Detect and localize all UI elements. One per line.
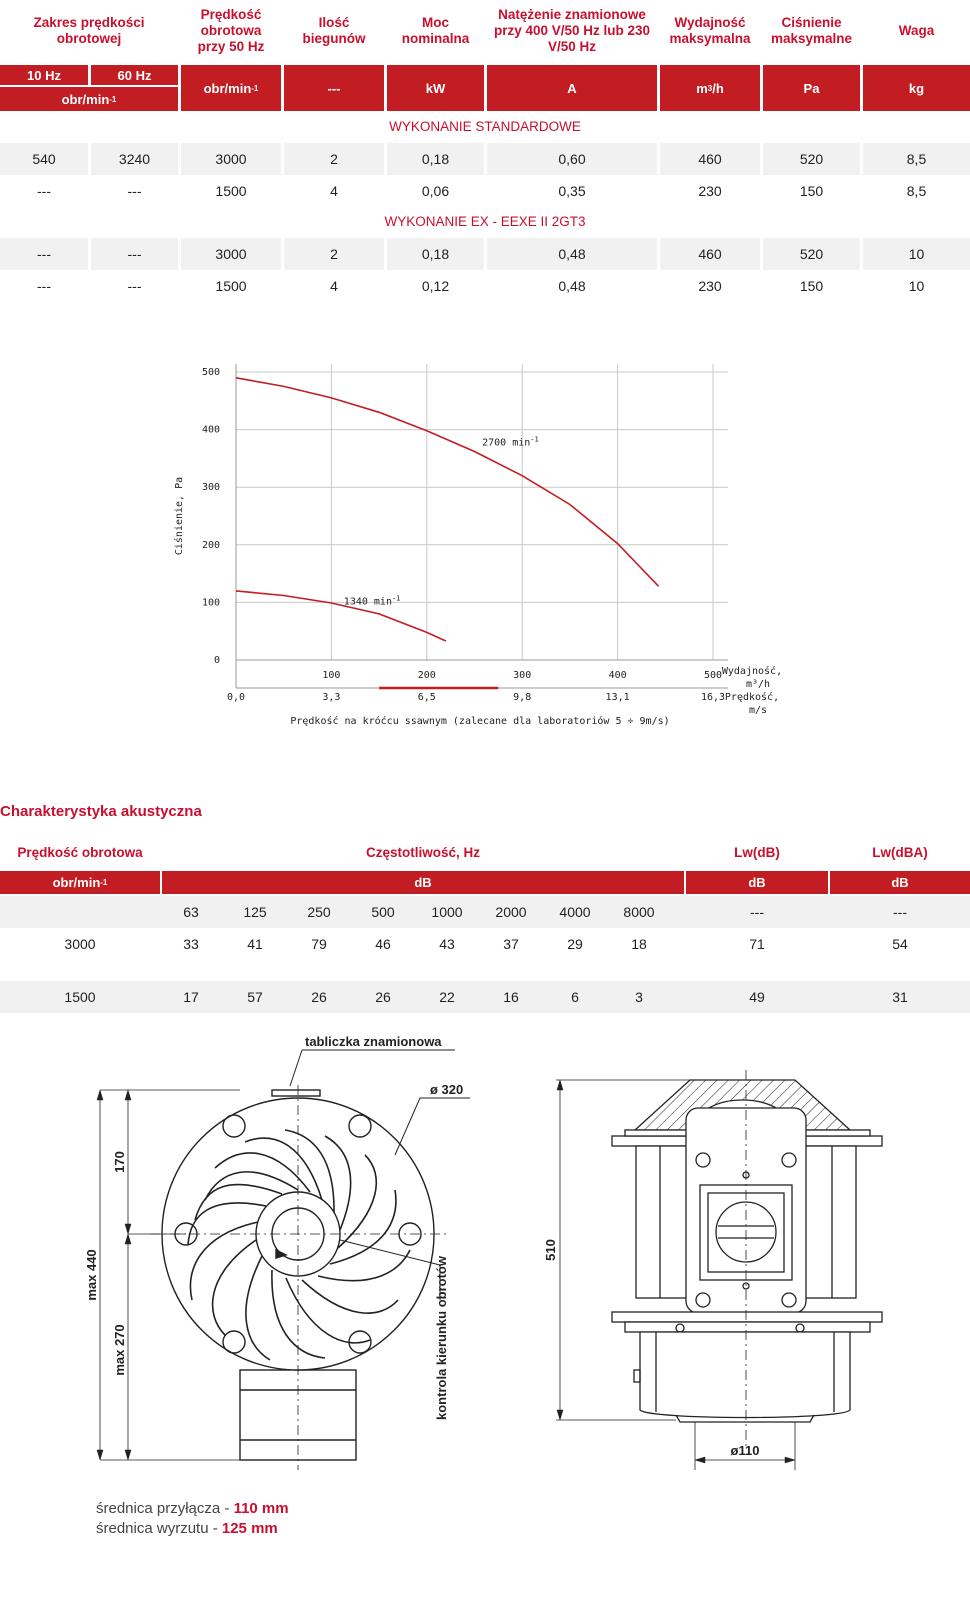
unit-speed: obr/min -1 xyxy=(181,65,281,111)
technical-drawing xyxy=(0,1034,970,1520)
table-cell: 31 xyxy=(892,989,908,1005)
table-cell: 18 xyxy=(631,936,647,952)
table-cell: 2 xyxy=(330,151,338,167)
header-power: Moc nominalna xyxy=(401,15,470,46)
table-cell: --- xyxy=(37,278,51,294)
table-cell: 2000 xyxy=(495,904,527,920)
unit-current: A xyxy=(487,65,657,111)
header-speed-50hz: Prędkość obrotowa przy 50 Hz xyxy=(197,7,265,54)
label-diameter: ø 320 xyxy=(430,1082,464,1097)
acoustic-header-speed: Prędkość obrotowa xyxy=(17,845,143,860)
row-separator xyxy=(384,143,387,175)
table-cell: --- xyxy=(127,278,142,294)
table-cell: 0,60 xyxy=(558,151,586,167)
table-cell: 500 xyxy=(371,904,395,920)
row-separator xyxy=(657,143,660,175)
table-cell: 33 xyxy=(183,936,199,952)
table-cell: 10 xyxy=(908,278,925,294)
table-cell: 4 xyxy=(330,278,338,294)
row-separator xyxy=(88,238,91,270)
series-label: 2700 $\min^{-1}$ xyxy=(482,435,539,449)
table-cell: 1500 xyxy=(215,278,247,294)
table-cell: 8000 xyxy=(623,904,655,920)
table-cell: 0,18 xyxy=(421,246,450,262)
table-cell: 10 xyxy=(908,246,925,262)
table-cell: 8,5 xyxy=(906,151,927,167)
row-separator xyxy=(860,143,863,175)
table-cell: 3240 xyxy=(118,151,151,167)
chart-series xyxy=(236,378,659,641)
table-cell: 0,35 xyxy=(558,183,586,199)
x-tick-label-speed: 0,0 xyxy=(226,692,246,703)
y-tick-label: 100 xyxy=(201,597,220,609)
x-tick-label-speed: 16,3 xyxy=(700,692,726,703)
chart-grid xyxy=(236,364,728,688)
label-170: 170 xyxy=(112,1151,127,1173)
row-separator xyxy=(178,238,181,270)
acoustic-unit-lwdb: dB xyxy=(686,871,828,894)
row-separator xyxy=(281,143,284,175)
x-axis-label-flow-unit: m³/h xyxy=(745,679,771,690)
y-tick-label: 400 xyxy=(201,424,220,436)
x-tick-label: 100 xyxy=(322,670,341,681)
table-cell: 37 xyxy=(503,936,519,952)
table-cell: 71 xyxy=(749,936,765,952)
label-510: 510 xyxy=(543,1239,558,1261)
row-separator xyxy=(760,238,763,270)
unit-flow: m 3 /h xyxy=(660,65,760,111)
acoustic-header-lwdba: Lw(dBA) xyxy=(872,845,928,860)
unit-poles: --- xyxy=(284,65,384,111)
table-cell: 22 xyxy=(439,989,455,1005)
unit-power: kW xyxy=(387,65,484,111)
table-cell: 1000 xyxy=(431,904,463,920)
table-cell: 250 xyxy=(307,904,331,920)
table-cell: 1500 xyxy=(215,183,247,199)
unit-speed-range: obr/min -1 xyxy=(0,87,178,111)
acoustic-unit-lwdba: dB xyxy=(830,871,970,894)
x-tick-label: 200 xyxy=(417,670,436,681)
table-cell: 43 xyxy=(439,936,455,952)
table-cell: 41 xyxy=(247,936,263,952)
table-cell: 46 xyxy=(375,936,391,952)
acoustic-header-lwdb: Lw(dB) xyxy=(734,845,780,860)
table-cell: 0,06 xyxy=(421,183,450,199)
header-pressure: Ciśnienie maksymalne xyxy=(770,15,853,46)
y-tick-label: 500 xyxy=(201,367,220,378)
x-tick-label: 300 xyxy=(513,670,532,681)
table-cell: --- xyxy=(893,904,907,920)
table-cell: 54 xyxy=(892,936,908,952)
row-separator xyxy=(657,238,660,270)
x-axis-label-speed-unit: m/s xyxy=(748,705,768,716)
table-cell: 4000 xyxy=(559,904,591,920)
table-cell: 49 xyxy=(749,989,765,1005)
header-flow: Wydajność maksymalna xyxy=(669,15,751,46)
table-cell: 460 xyxy=(698,246,722,262)
table-cell: --- xyxy=(127,246,142,262)
row-separator xyxy=(860,238,863,270)
unit-10hz: 10 Hz xyxy=(0,65,88,85)
table-cell: 3000 xyxy=(215,246,247,262)
table-cell: 1500 xyxy=(64,989,96,1005)
table-cell: --- xyxy=(127,183,142,199)
series-line xyxy=(236,591,446,641)
table-cell: 3000 xyxy=(215,151,247,167)
row-separator xyxy=(384,238,387,270)
header-speed-range: Zakres prędkości obrotowej xyxy=(33,15,145,46)
header-poles: Ilość biegunów xyxy=(302,15,366,46)
table-cell: 3000 xyxy=(64,936,96,952)
table-cell: --- xyxy=(37,246,51,262)
table-cell: 540 xyxy=(32,151,56,167)
top-view-drawing xyxy=(97,1050,470,1470)
table-cell: 16 xyxy=(503,989,519,1005)
label-rotation-check: kontrola kierunku obrotów xyxy=(434,1256,449,1420)
row-separator xyxy=(484,143,487,175)
inlet-diameter-note: średnica przyłącza - 110 mm xyxy=(96,1500,289,1517)
table-cell: 79 xyxy=(311,936,327,952)
table-cell: 125 xyxy=(243,904,267,920)
acoustic-title: Charakterystyka akustyczna xyxy=(0,803,202,820)
table-cell: 63 xyxy=(183,904,199,920)
table-cell: 6 xyxy=(571,989,579,1005)
x-tick-label-speed: 13,1 xyxy=(605,692,630,703)
x-tick-label-speed: 6,5 xyxy=(417,692,436,703)
table-cell: 3 xyxy=(635,989,643,1005)
table-cell: 29 xyxy=(567,936,583,952)
outlet-diameter-note: średnica wyrzutu - 125 mm xyxy=(96,1520,278,1537)
acoustic-unit-freq: dB xyxy=(162,871,684,894)
header-weight: Waga xyxy=(898,23,935,38)
table-cell: 0,48 xyxy=(558,246,586,262)
table-cell: 0,48 xyxy=(558,278,586,294)
series-line xyxy=(236,378,659,587)
label-max270: max 270 xyxy=(112,1324,127,1376)
y-axis-label: Ciśnienie, Pa xyxy=(174,476,185,556)
x-tick-label: 400 xyxy=(608,670,627,681)
y-tick-label: 300 xyxy=(201,482,220,494)
section-ex: WYKONANIE EX - EEXE II 2GT3 xyxy=(384,214,586,229)
unit-pressure: Pa xyxy=(763,65,860,111)
table-cell: 26 xyxy=(375,989,391,1005)
table-cell: 0,12 xyxy=(421,278,450,294)
x-axis-label-speed: Prędkość, xyxy=(724,692,780,703)
table-cell: 520 xyxy=(799,151,824,167)
row-separator xyxy=(281,238,284,270)
section-standard: WYKONANIE STANDARDOWE xyxy=(389,119,581,134)
series-label: 1340 $\min^{-1}$ xyxy=(343,594,401,608)
table-cell: 57 xyxy=(247,989,263,1005)
lower-body xyxy=(640,1332,850,1418)
performance-chart xyxy=(0,330,970,740)
acoustic-header-freq: Częstotliwość, Hz xyxy=(365,845,481,860)
table-cell: 520 xyxy=(799,246,824,262)
table-cell: --- xyxy=(750,904,764,920)
y-tick-label: 200 xyxy=(201,539,220,551)
label-max440: max 440 xyxy=(84,1249,99,1301)
x-tick-label: 500 xyxy=(703,670,723,681)
row-separator xyxy=(760,143,763,175)
table-cell: 8,5 xyxy=(906,183,927,199)
unit-60hz: 60 Hz xyxy=(91,65,178,85)
row-separator xyxy=(178,143,181,175)
table-cell: 460 xyxy=(698,151,722,167)
label-110: ø110 xyxy=(730,1443,760,1458)
chart-labels xyxy=(173,367,782,727)
table-cell: 17 xyxy=(183,989,199,1005)
row-separator xyxy=(484,238,487,270)
acoustic-unit-speed: obr/min -1 xyxy=(0,871,160,894)
side-view-drawing xyxy=(556,1070,882,1470)
label-nameplate: tabliczka znamionowa xyxy=(305,1034,442,1049)
unit-weight: kg xyxy=(863,65,970,111)
table-cell: 2 xyxy=(330,246,338,262)
table-cell: 150 xyxy=(799,278,824,294)
table-cell: 4 xyxy=(330,183,338,199)
bottom-flange xyxy=(612,1312,882,1322)
table-cell: 0,18 xyxy=(421,151,450,167)
y-tick-label: 0 xyxy=(213,655,220,666)
x-tick-label-speed: 9,8 xyxy=(513,692,532,703)
chart-caption: Prędkość na króćcu ssawnym (zalecane dla laboratoriów 5 ÷ 9m/s) xyxy=(290,716,670,727)
x-axis-label-flow: Wydajność, xyxy=(721,666,783,677)
table-cell: 26 xyxy=(311,989,327,1005)
table-cell: --- xyxy=(37,183,51,199)
table-cell: 230 xyxy=(698,183,722,199)
header-current: Natężenie znamionowe przy 400 V/50 Hz lub 230 V/50 Hz xyxy=(493,7,651,54)
x-tick-label-speed: 3,3 xyxy=(322,692,341,703)
table-cell: 150 xyxy=(799,183,824,199)
row-separator xyxy=(88,143,91,175)
table-cell: 230 xyxy=(698,278,722,294)
